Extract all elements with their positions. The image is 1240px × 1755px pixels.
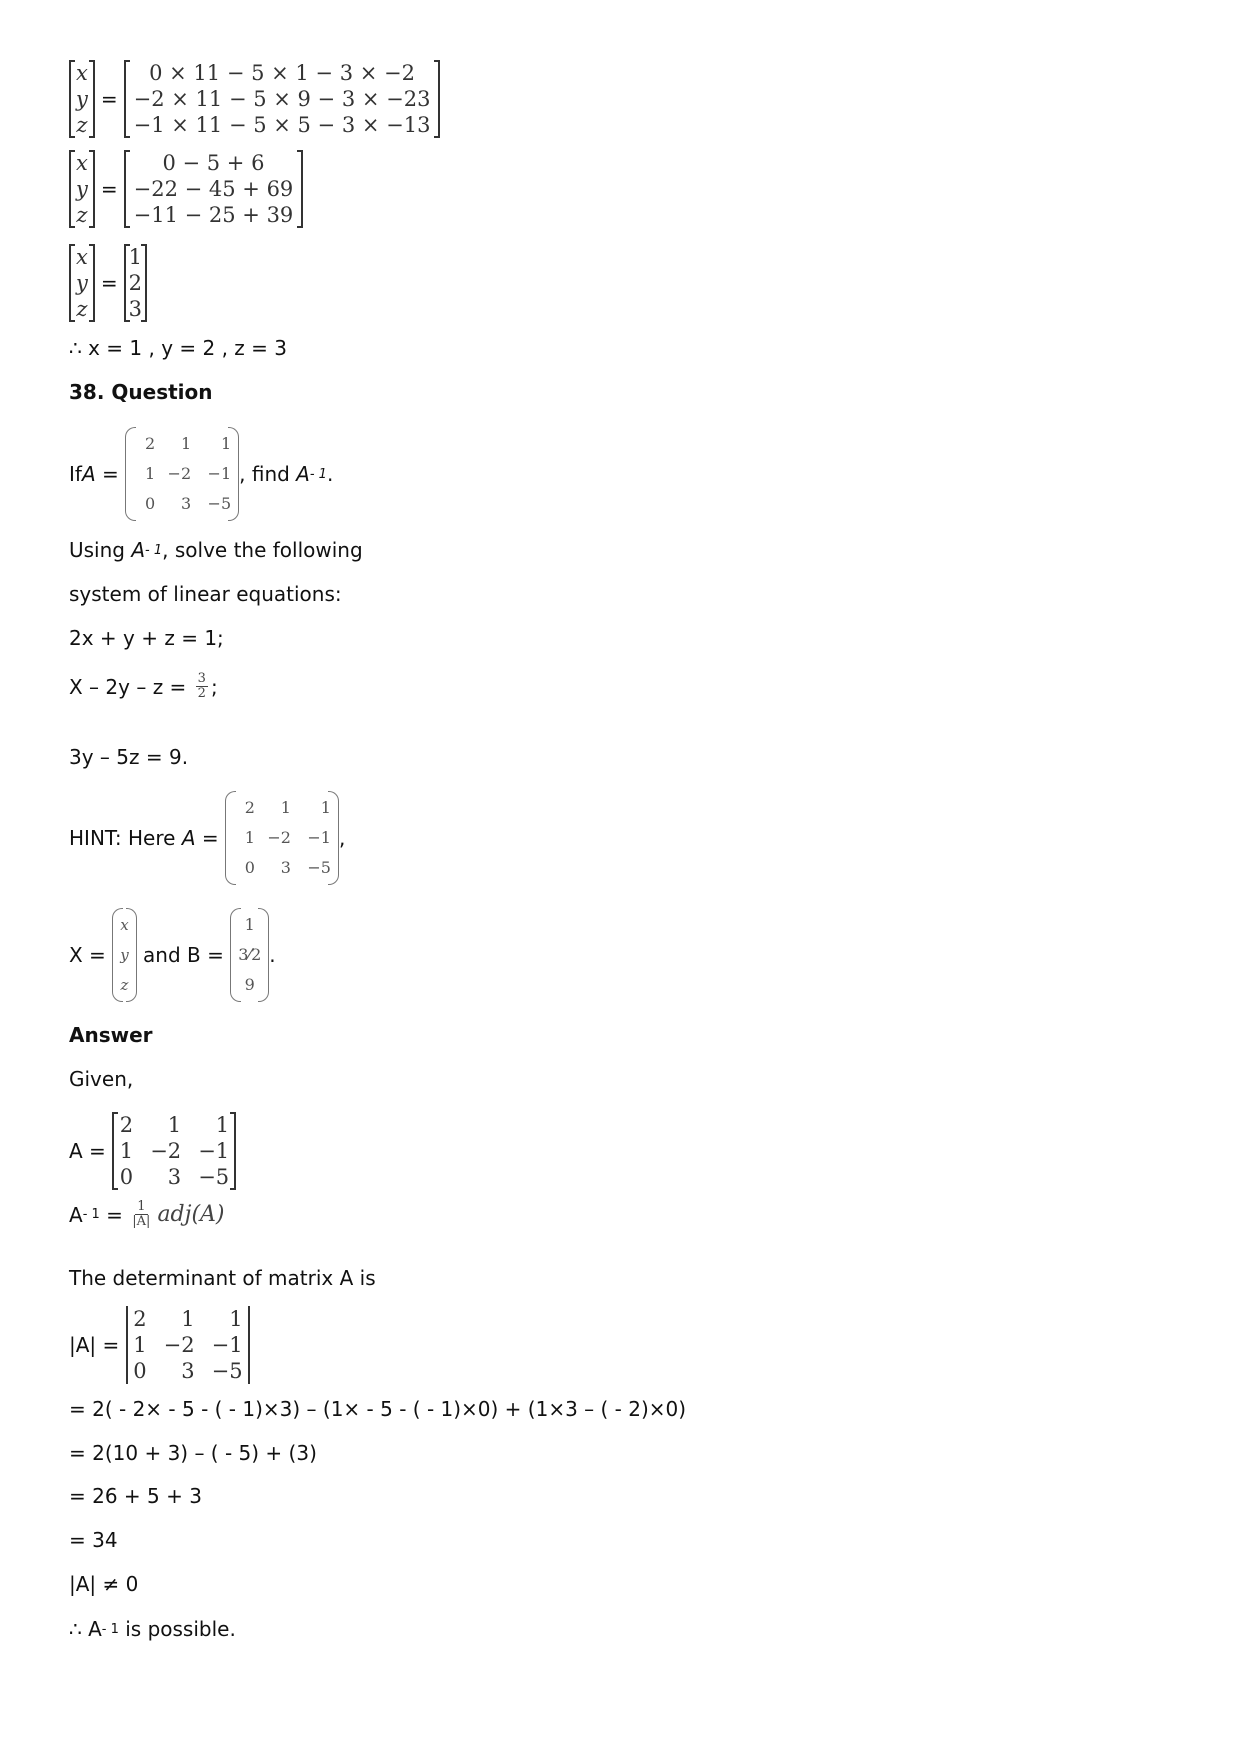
math-text: ; bbox=[210, 674, 218, 699]
math-text: = bbox=[195, 826, 225, 850]
math-text: 1 bbox=[180, 434, 192, 453]
x-b-line bbox=[69, 908, 276, 1002]
math-text: |A| bbox=[132, 1214, 151, 1229]
math-text: 0 bbox=[119, 1165, 134, 1189]
expression-matrix bbox=[124, 60, 441, 138]
math-text: 1 bbox=[181, 1307, 195, 1331]
math-text: If bbox=[69, 462, 82, 486]
math-text: −11 − 25 + 39 bbox=[133, 203, 294, 227]
result-vector bbox=[124, 244, 147, 322]
math-text: −1 bbox=[198, 1139, 230, 1163]
math-text: . bbox=[269, 943, 276, 967]
x-vector bbox=[112, 908, 136, 1002]
math-text: −2 bbox=[150, 1139, 182, 1163]
math-text: 1 bbox=[119, 1139, 134, 1163]
math-text: = bbox=[99, 1202, 130, 1227]
det-nonzero: |A| ≠ 0 bbox=[69, 1572, 139, 1596]
math-text: y bbox=[76, 87, 88, 111]
math-text: y bbox=[76, 271, 88, 295]
math-text: HINT: Here bbox=[69, 826, 182, 850]
math-text: A bbox=[81, 462, 96, 486]
given-line: Given, bbox=[69, 1067, 134, 1091]
answer-matrix-a bbox=[112, 1112, 236, 1190]
math-text: x bbox=[76, 151, 88, 175]
math-text: −1 bbox=[207, 464, 232, 483]
math-text: , find bbox=[239, 462, 297, 486]
xyz-vector bbox=[69, 150, 95, 228]
math-text: −5 bbox=[307, 858, 331, 877]
question-statement bbox=[69, 427, 333, 521]
answer-heading: Answer bbox=[69, 1023, 153, 1047]
math-text: 3⁄2 bbox=[238, 945, 262, 964]
math-text: 1 bbox=[220, 434, 232, 453]
math-text: A bbox=[69, 1202, 83, 1227]
math-text: Using bbox=[69, 538, 132, 562]
math-text: z bbox=[76, 113, 88, 137]
one-over-det-fraction bbox=[132, 1200, 150, 1229]
det-step-4: = 34 bbox=[69, 1528, 118, 1552]
math-text: −2 bbox=[267, 828, 291, 847]
math-text: −2 × 11 − 5 × 9 − 3 × −23 bbox=[133, 87, 431, 111]
math-text: 3 bbox=[280, 858, 291, 877]
math-text: 1 bbox=[144, 464, 156, 483]
math-text: and B = bbox=[136, 943, 231, 967]
math-text: z bbox=[120, 976, 129, 994]
math-text: 1 bbox=[137, 1199, 146, 1214]
math-text: z bbox=[76, 297, 88, 321]
answer-matrix-a-line bbox=[69, 1112, 236, 1190]
math-text: A bbox=[181, 826, 196, 850]
math-text: . bbox=[326, 462, 334, 486]
matrix-a-paren bbox=[125, 427, 239, 521]
xyz-vector bbox=[69, 60, 95, 138]
math-text: - 1 bbox=[101, 1621, 119, 1637]
math-text: 1 bbox=[229, 1307, 243, 1331]
math-text: |A| = bbox=[69, 1333, 126, 1357]
math-text: −1 bbox=[307, 828, 331, 847]
math-text: 1 bbox=[128, 245, 143, 269]
math-text: 2 bbox=[197, 686, 206, 701]
equation-2 bbox=[69, 672, 218, 701]
math-text: 2 bbox=[128, 271, 143, 295]
math-text: −1 bbox=[211, 1333, 243, 1357]
b-vector bbox=[230, 908, 269, 1002]
math-text: 1 bbox=[167, 1113, 182, 1137]
math-text: −1 × 11 − 5 × 5 − 3 × −13 bbox=[133, 113, 431, 137]
math-text: 1 bbox=[244, 828, 255, 847]
math-text: - 1 bbox=[145, 542, 163, 558]
math-text: −2 bbox=[167, 464, 192, 483]
inverse-formula bbox=[69, 1200, 225, 1229]
math-text: ∴ A bbox=[69, 1617, 102, 1641]
math-text: = bbox=[95, 462, 126, 486]
hint-matrix-a bbox=[225, 791, 339, 885]
math-text: X – 2y – z = bbox=[69, 674, 193, 699]
math-text: 3 bbox=[197, 671, 206, 686]
math-text: 3 bbox=[167, 1165, 182, 1189]
math-text: - 1 bbox=[82, 1207, 100, 1222]
equation-step-2: x y z = 0 − 5 + 6 −22 − 45 + 69 −11 − 25 + 39 bbox=[69, 150, 303, 228]
math-text: 1 bbox=[133, 1333, 147, 1357]
det-step-2: = 2(10 + 3) – ( - 5) + (3) bbox=[69, 1441, 317, 1465]
fraction-three-halves bbox=[196, 672, 208, 701]
math-text: −5 bbox=[198, 1165, 230, 1189]
determinant-line bbox=[69, 1306, 250, 1384]
equation-1: 2x + y + z = 1; bbox=[69, 626, 224, 650]
math-text: x bbox=[76, 61, 88, 85]
math-text: adj(A) bbox=[157, 1202, 225, 1227]
equation-3: 3y – 5z = 9. bbox=[69, 745, 189, 769]
math-text: A bbox=[296, 462, 310, 486]
math-text: −5 bbox=[211, 1359, 243, 1383]
math-text: , bbox=[338, 826, 346, 850]
math-text: - 1 bbox=[309, 466, 327, 482]
math-text: 9 bbox=[244, 975, 255, 994]
math-text: 2 bbox=[144, 434, 156, 453]
math-text: 0 bbox=[144, 494, 156, 513]
xyz-vector bbox=[69, 244, 95, 322]
equation-step-1: x y z = 0 × 11 − 5 × 1 − 3 × −2 −2 × 11 − 5 × 9 − 3 × −23 −1 × 11 − 5 × 5 − 3 × −13 bbox=[69, 60, 440, 138]
math-text: 3 bbox=[181, 1359, 195, 1383]
math-text: 1 bbox=[215, 1113, 230, 1137]
math-text: −2 bbox=[163, 1333, 195, 1357]
hint-line bbox=[69, 791, 345, 885]
math-text: x bbox=[120, 916, 129, 934]
det-step-1: = 2( - 2× - 5 - ( - 1)×3) – (1× - 5 - ( - 1)×0) + (1×3 – ( - 2)×0) bbox=[69, 1397, 687, 1421]
math-text: A = bbox=[69, 1139, 113, 1163]
inverse-possible-line bbox=[69, 1617, 236, 1641]
det-intro: The determinant of matrix A is bbox=[69, 1266, 376, 1290]
system-line: system of linear equations: bbox=[69, 582, 342, 606]
conclusion-line: ∴ x = 1 , y = 2 , z = 3 bbox=[69, 336, 287, 360]
expression-matrix bbox=[124, 150, 304, 228]
equation-step-3: x y z = 1 2 3 bbox=[69, 244, 147, 322]
math-text: 2 bbox=[133, 1307, 147, 1331]
math-text: 2 bbox=[244, 798, 255, 817]
math-text: is possible. bbox=[118, 1617, 236, 1641]
math-text: 0 bbox=[133, 1359, 147, 1383]
math-text: 0 − 5 + 6 bbox=[162, 151, 265, 175]
math-text: −22 − 45 + 69 bbox=[133, 177, 294, 201]
math-text: x bbox=[76, 245, 88, 269]
math-text: 2 bbox=[119, 1113, 134, 1137]
math-text: 1 bbox=[280, 798, 291, 817]
question-heading: 38. Question bbox=[69, 380, 213, 404]
math-text: 3 bbox=[128, 297, 143, 321]
math-text: 0 × 11 − 5 × 1 − 3 × −2 bbox=[149, 61, 415, 85]
determinant-matrix bbox=[126, 1306, 250, 1384]
math-text: X = bbox=[69, 943, 113, 967]
math-text: 0 bbox=[244, 858, 255, 877]
math-text: 1 bbox=[244, 915, 255, 934]
det-step-3: = 26 + 5 + 3 bbox=[69, 1484, 202, 1508]
math-text: y bbox=[120, 946, 129, 964]
math-text: y bbox=[76, 177, 88, 201]
math-text: 1 bbox=[320, 798, 331, 817]
math-text: z bbox=[76, 203, 88, 227]
math-text: A bbox=[131, 538, 146, 562]
math-text: −5 bbox=[207, 494, 232, 513]
math-text: 3 bbox=[180, 494, 192, 513]
using-line bbox=[69, 538, 363, 562]
math-text: , solve the following bbox=[162, 538, 363, 562]
